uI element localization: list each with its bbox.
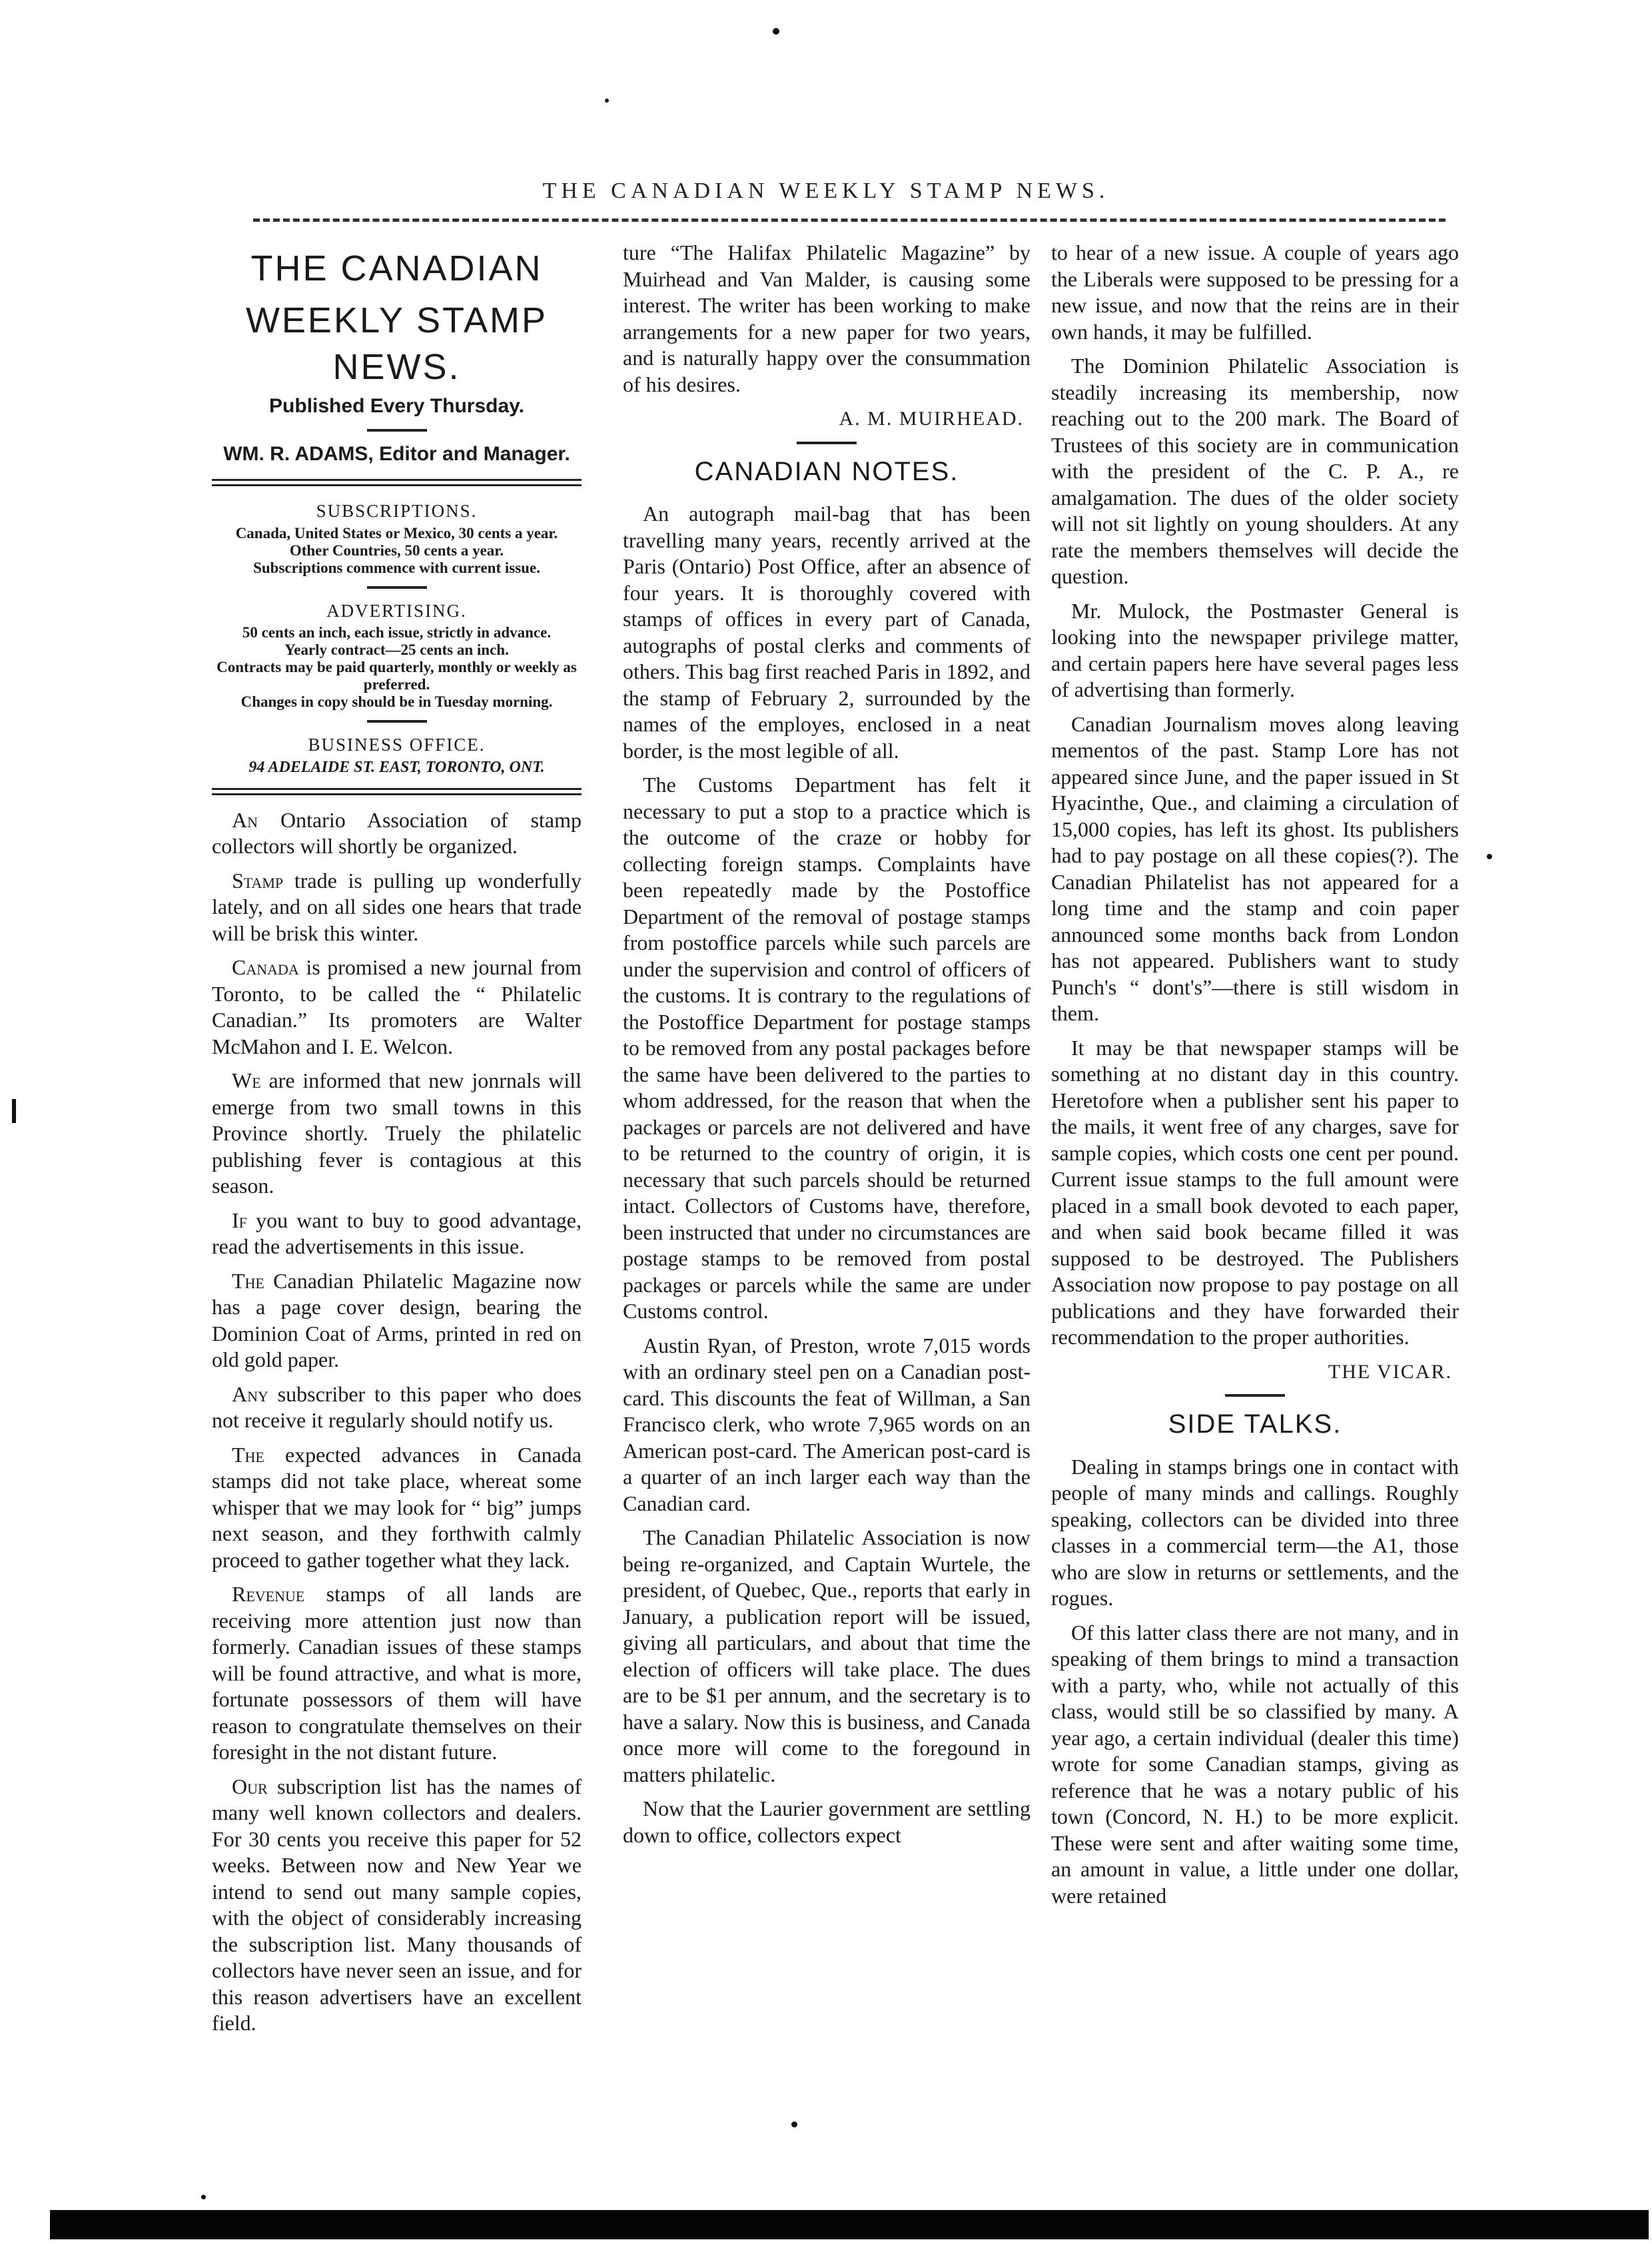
business-office-heading: BUSINESS OFFICE. [308,735,486,755]
subscriptions-line: Subscriptions commence with current issue. [253,559,540,576]
paragraph-text: Ontario Association of stamp collectors will shortly be organized. [212,807,582,858]
editorial-paragraph [212,1581,582,1766]
scan-speck [1487,854,1492,859]
advertising-line: Changes in copy should be in Tuesday morning. [240,693,553,710]
advertising-line: 50 cents an inch, each issue, strictly in advance. [242,624,552,641]
paragraph-text: expected advances in Canada stamps did not take place, whereat some whisper that we may look for “ big” jumps next season, and they forthwith calmly proceed to gather together what they lack. [212,1442,582,1572]
article-paragraph: Dealing in stamps brings one in contact with people of many minds and callings. Roughly speaking, collectors can be divided into three classes in a commercial term—the A1, those who are slow in returns or settlements, and the rogues. [1051,1454,1459,1610]
editorial-paragraph [212,868,582,947]
paragraph-lead-word: Our [232,1774,268,1798]
scan-speck [791,2121,797,2127]
article-paragraph: The Canadian Philatelic Association is now being re-organized, and Captain Wurtele, the president, of Quebec, Que., reports that early in January, a publication report will be issued, giving all particulars, and about that time the election of officers will take place. The dues are to be $1 per annum, and the secretary is to have a salary. Now this is business, and Canada once more will come to the foregound in matters philatelic. [623,1525,1031,1786]
paragraph-text: is promised a new journal from Toronto, to be called the “ Philatelic Canadian.” Its promoters are Walter McMahon and I. E. Welcon. [212,955,582,1058]
article-paragraph: The Dominion Philatelic Association is steadily increasing its membership, now reaching out to the 200 mark. The Board of Trustees of this society are in communication with the president of the C. P. A., re amalgamation. The dues of the older society will not sit lightly on young shoulders. At any rate the members themselves will decide the question. [1051,354,1459,588]
article-paragraph: The Customs Department has felt it necessary to put a stop to a practice which is the outcome of the craze or hobby for collecting foreign stamps. Complaints have been repeatedly made by the Postoffice Department of the removal of postage stamps from postoffice parcels while such parcels are under the supervision and control of officers of the customs. It is contrary to the regulations of the Postoffice Department for postage stamps to be removed from any postal packages before the same have been delivered to the parties to whom addressed, for the reason that when the packages or parcels are not delivered and have to be returned to the country of origin, it is necessary that such parcels should be returned intact. Collectors of Customs have, therefore, been instructed that under no circumstances are postage stamps to be removed from postal packages or parcels while the same are under Customs control. [623,773,1031,1323]
article-paragraph: It may be that newspaper stamps will be something at no distant day in this country. Heretofore when a publisher sent his paper to the mails, it went free of any charges, save for sample copies, which costs one cent per pound. Current issue stamps to the full amount were placed in a small book devoted to each paper, and when said book became filled it was supposed to be destroyed. The Publishers Association now propose to pay postage on all publications and they have forwarded their recommendation to the proper authorities. [1051,1035,1459,1349]
subscriptions-heading: SUBSCRIPTIONS. [316,501,478,521]
canadian-notes-heading: CANADIAN NOTES. [694,456,959,486]
article-paragraph: ture “The Halifax Philatelic Magazine” by Muirhead and Van Malder, is causing some interest. The writer has been working to make arrangements for a new paper for two years, and is naturally happy over the consummation of his desires. [623,240,1031,396]
subscriptions-line: Other Countries, 50 cents a year. [289,542,504,559]
advertising-heading: ADVERTISING. [326,600,467,621]
editorial-paragraph [212,1068,582,1200]
paragraph-lead-word: The [232,1268,264,1293]
advertising-line: Contracts may be paid quarterly, monthly or weekly as preferred. [216,659,577,693]
scan-speck [12,1099,16,1123]
divider [797,442,857,444]
paragraph-lead-word: Canada [232,955,299,979]
masthead [212,245,582,467]
paragraph-lead-word: We [232,1068,261,1092]
article-paragraph: Canadian Journalism moves along leaving mementos of the past. Stamp Lore has not appeared since June, and the paper issued in St Hyacinthe, Que., and claiming a circulation of 15,000 copies, has left its ghost. Its publishers had to pay postage on all these copies(?). The Canadian Philatelist has not appeared for a long time and the stamp and coin paper announced some months back from London has not appeared. Publishers want to study Punch's “ dont's”—there is still wisdom in them. [1051,711,1459,1025]
paragraph-text: you want to buy to good advantage, read the advertisements in this issue. [212,1208,582,1258]
article-paragraph: Now that the Laurier government are settling down to office, collectors expect [623,1796,1031,1847]
column-3 [1051,240,1459,1917]
paragraph-text: Canadian Philatelic Magazine now has a page cover design, bearing the Dominion Coat of Arms, printed in red on old gold paper. [212,1268,582,1371]
paragraph-lead-word: An [232,807,258,832]
masthead-title-line1: THE CANADIAN [250,248,543,288]
editorial-paragraph [212,1381,582,1434]
paragraph-text: subscription list has the names of many well known collectors and dealers. For 30 cents you receive this paper for 52 weeks. Between now and New Year we intend to send out many sample copies, with the object of considerably increasing the subscription list. Many thousands of collectors have never seen an issue, and for this reason advertisers have an excellent field. [212,1774,582,2035]
editorial-paragraphs [212,807,582,2037]
editorial-paragraph [212,1268,582,1373]
paragraph-text: trade is pulling up wonderfully lately, and on all sides one hears that trade will be brisk this winter. [212,868,582,945]
editorial-paragraph [212,1208,582,1260]
scan-speck [201,2195,206,2199]
signature: THE VICAR. [1328,1360,1452,1383]
divider [367,429,427,432]
paragraph-lead-word: Revenue [232,1582,305,1606]
divider [367,586,427,589]
paragraph-lead-word: If [232,1208,247,1232]
scan-speck [773,28,779,35]
divider [1225,1394,1285,1397]
paragraph-text: stamps of all lands are receiving more attention just now than formerly. Canadian issues of these stamps will be found attractive, and what is more, fortunate possessors of them will have reason to congratulate themselves on their foresight in the not distant future. [212,1582,582,1764]
column-2 [623,240,1031,1856]
business-office-address: 94 ADELAIDE ST. EAST, TORONTO, ONT. [248,758,545,776]
subscriptions-line: Canada, United States or Mexico, 30 cents a year. [235,524,558,542]
article-paragraph: Mr. Mulock, the Postmaster General is looking into the newspaper privilege matter, and certain papers here have several pages less of advertising than formerly. [1051,598,1459,701]
signature: A. M. MUIRHEAD. [839,408,1024,430]
advertising-line: Yearly contract—25 cents an inch. [284,641,509,658]
editorial-paragraph [212,1774,582,2037]
paragraph-text: are informed that new jonrnals will emerge from two small towns in this Province shortly. Truely the philatelic publishing fever is contagious at this season. [212,1068,582,1198]
paragraph-lead-word: Stamp [232,868,284,893]
scan-speck [605,99,609,103]
paragraph-lead-word: The [232,1442,264,1467]
paragraph-lead-word: Any [232,1381,268,1406]
running-head: THE CANADIAN WEEKLY STAMP NEWS. [542,179,1110,203]
masthead-subtitle: Published Every Thursday. [269,395,524,417]
masthead-editor: WM. R. ADAMS, Editor and Manager. [223,442,570,465]
masthead-title-line2: WEEKLY STAMP NEWS. [245,300,548,387]
head-rule [253,218,1446,222]
editorial-paragraph [212,954,582,1060]
article-paragraph: to hear of a new issue. A couple of years ago the Liberals were supposed to be pressing for a new issue, and now that the reins are in their own hands, it may be fulfilled. [1051,240,1459,344]
side-talks-heading: SIDE TALKS. [1168,1409,1342,1439]
paragraph-text: subscriber to this paper who does not receive it regularly should notify us. [212,1381,582,1432]
editorial-paragraph [212,1442,582,1574]
scan-edge-bar [50,2210,1649,2239]
divider [212,479,582,486]
divider [212,788,582,795]
editorial-paragraph [212,807,582,860]
article-paragraph: An autograph mail-bag that has been travelling many years, recently arrived at the Paris (Ontario) Post Office, after an absence of four years. It is thoroughly covered with stamps of offices in every part of Canada, autographs of postal clerks and comments of others. This bag first reached Paris in 1892, and the stamp of February 2, surrounded by the names of the employes, enclosed in a neat border, is the most legible of all. [623,502,1031,763]
column-1 [212,240,582,2045]
divider [367,720,427,723]
article-paragraph: Austin Ryan, of Preston, wrote 7,015 words with an ordinary steel pen on a Canadian post-card. This discounts the feat of Willman, a San Francisco clerk, who wrote 7,965 words on an American post-card. The American post-card is a quarter of an inch larger each way than the Canadian card. [623,1333,1031,1515]
article-paragraph: Of this latter class there are not many, and in speaking of them brings to mind a transaction with a party, who, while not actually of this class, would still be so classified by many. A year ago, a certain individual (dealer this time) wrote for some Canadian stamps, giving as reference that he was a notary public of his town (Concord, N. H.) to be more explicit. These were sent and after waiting some time, an amount in value, a little under one dollar, were retained [1051,1620,1459,1908]
